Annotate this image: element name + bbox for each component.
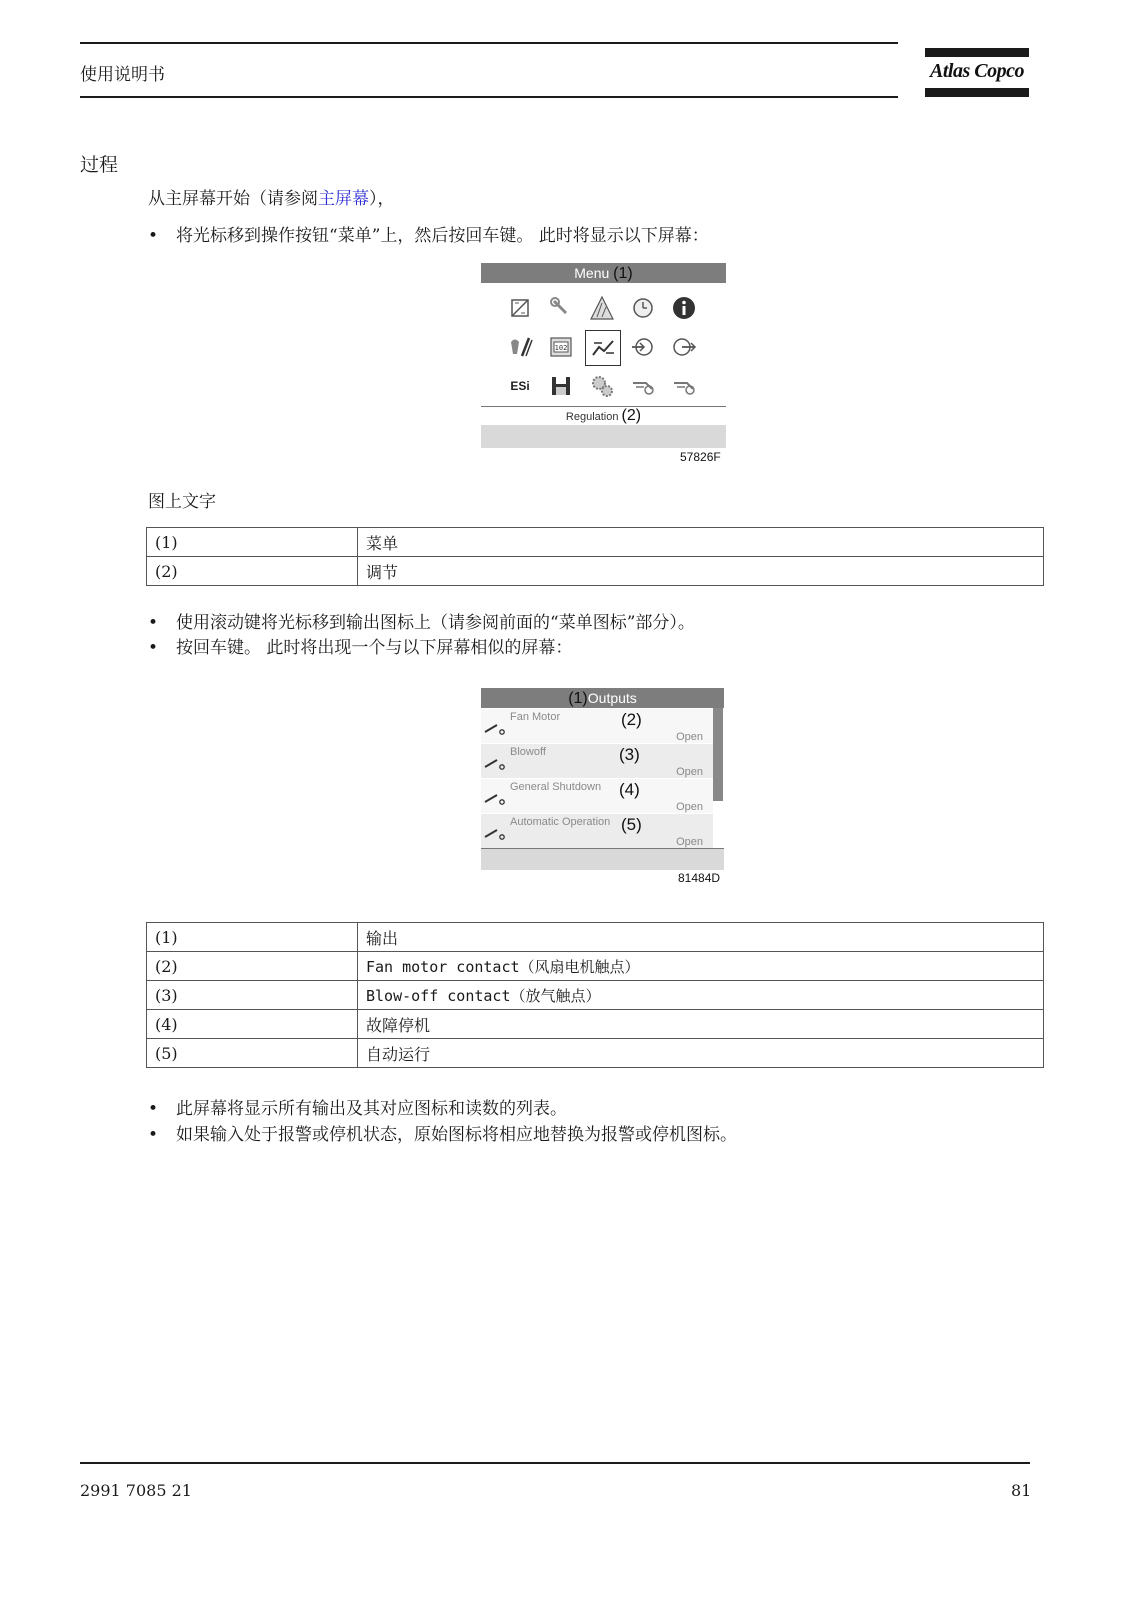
legend-key: (4) bbox=[147, 1010, 358, 1039]
legend-key: (3) bbox=[147, 981, 358, 1010]
output-callout: (2) bbox=[621, 710, 642, 729]
output-row[interactable] bbox=[481, 709, 713, 743]
intro-suffix: ）， bbox=[369, 189, 395, 209]
logo-text: Atlas Copco bbox=[930, 60, 1024, 82]
header-title: 使用说明书 bbox=[80, 65, 165, 85]
access-key-icon bbox=[626, 369, 660, 403]
legend-value: Blow-off contact（放气触点） bbox=[358, 981, 1044, 1010]
legend-key: (2) bbox=[147, 557, 358, 586]
table-row bbox=[147, 923, 1044, 952]
figure-1-id: 57826F bbox=[680, 450, 721, 464]
outputs-screen-bottom-bar bbox=[481, 849, 724, 870]
legend-value: 输出 bbox=[358, 923, 1044, 952]
table-row bbox=[147, 1010, 1044, 1039]
outputs-icon bbox=[667, 330, 701, 364]
bullet-marker: • bbox=[148, 1125, 159, 1145]
intro-prefix: 从主屏幕开始（请参阅 bbox=[148, 189, 318, 209]
settings-gears-icon bbox=[585, 369, 619, 403]
legend-table-1 bbox=[146, 527, 1044, 586]
outputs-header-label: Outputs bbox=[587, 690, 637, 706]
header-bottom-rule bbox=[80, 96, 898, 98]
bullet-marker: • bbox=[148, 1099, 159, 1119]
legend-table-2 bbox=[146, 922, 1044, 1068]
table-row bbox=[147, 557, 1044, 586]
bullet-text: 将光标移到操作按钮“菜单”上，然后按回车键。 此时将显示以下屏幕： bbox=[176, 226, 709, 246]
legend-key: (2) bbox=[147, 952, 358, 981]
svg-text:102: 102 bbox=[554, 344, 568, 352]
table-row bbox=[147, 1039, 1044, 1068]
legend-value: 调节 bbox=[358, 557, 1044, 586]
output-name: Automatic Operation bbox=[510, 816, 611, 828]
table-row bbox=[147, 952, 1044, 981]
legend-key: (1) bbox=[147, 528, 358, 557]
regulation-label: Regulation bbox=[565, 411, 619, 423]
menu-screen-figure bbox=[481, 263, 726, 448]
figure-2-id: 81484D bbox=[678, 871, 721, 885]
inputs-icon bbox=[626, 330, 660, 364]
output-status: Open bbox=[676, 836, 703, 848]
output-status: Open bbox=[676, 766, 703, 778]
data-icon bbox=[503, 291, 537, 325]
output-name: Blowoff bbox=[510, 746, 546, 758]
outputs-screen-figure bbox=[481, 688, 724, 870]
section-title: 过程 bbox=[80, 154, 119, 176]
output-status: Open bbox=[676, 801, 703, 813]
service-icon bbox=[503, 330, 537, 364]
outputs-screen-header bbox=[481, 688, 724, 708]
menu-header-callout: (1) bbox=[613, 265, 633, 282]
event-history-icon bbox=[585, 291, 619, 325]
output-row[interactable] bbox=[481, 779, 713, 813]
regulation-icon bbox=[585, 330, 621, 366]
table-row bbox=[147, 981, 1044, 1010]
output-name: Fan Motor bbox=[510, 711, 561, 723]
bullet-item bbox=[148, 608, 695, 633]
bullet-text: 如果输入处于报警或停机状态，原始图标将相应地替换为报警或停机图标。 bbox=[176, 1125, 737, 1145]
bullet-text: 按回车键。 此时将出现一个与以下屏幕相似的屏幕： bbox=[176, 638, 573, 658]
menu-screen-bottom-bar bbox=[481, 425, 726, 448]
legend-value: Fan motor contact（风扇电机触点） bbox=[358, 952, 1044, 981]
output-row[interactable] bbox=[481, 744, 713, 778]
table-row bbox=[147, 528, 1044, 557]
header-top-rule bbox=[80, 42, 898, 44]
menu-screen-status bbox=[481, 407, 726, 425]
legend-key: (1) bbox=[147, 923, 358, 952]
menu-header-label: Menu bbox=[574, 265, 610, 281]
counter-icon bbox=[544, 330, 578, 364]
output-name: General Shutdown bbox=[510, 781, 602, 793]
document-number: 2991 7085 21 bbox=[80, 1481, 192, 1500]
atlas-copco-logo bbox=[925, 48, 1029, 98]
access-key-icon bbox=[667, 369, 701, 403]
save-icon bbox=[544, 369, 578, 403]
info-icon bbox=[667, 291, 701, 325]
legend-key: (5) bbox=[147, 1039, 358, 1068]
bullet-item bbox=[148, 633, 572, 658]
switch-contact-icon bbox=[484, 721, 506, 735]
bullet-item bbox=[148, 221, 709, 246]
legend-value: 故障停机 bbox=[358, 1010, 1044, 1039]
regulation-callout: (2) bbox=[621, 407, 642, 424]
switch-contact-icon bbox=[484, 756, 506, 770]
wrench-icon bbox=[544, 291, 578, 325]
output-callout: (5) bbox=[621, 815, 642, 834]
output-callout: (3) bbox=[619, 745, 640, 764]
bullet-text: 此屏幕将显示所有输出及其对应图标和读数的列表。 bbox=[176, 1099, 567, 1119]
output-callout: (4) bbox=[619, 780, 640, 799]
legend-value: 菜单 bbox=[358, 528, 1044, 557]
footer-rule bbox=[80, 1462, 1030, 1464]
legend-caption: 图上文字 bbox=[148, 492, 216, 512]
bullet-item bbox=[148, 1120, 737, 1145]
esi-label: ESi bbox=[510, 379, 530, 393]
main-screen-link[interactable]: 主屏幕 bbox=[318, 189, 369, 209]
bullet-marker: • bbox=[148, 638, 159, 658]
switch-contact-icon bbox=[484, 791, 506, 805]
esi-icon bbox=[503, 369, 537, 403]
bullet-marker: • bbox=[148, 226, 159, 246]
output-status: Open bbox=[676, 731, 703, 743]
outputs-scrollbar[interactable] bbox=[713, 708, 723, 801]
switch-contact-icon bbox=[484, 826, 506, 840]
output-row[interactable] bbox=[481, 814, 713, 848]
intro-paragraph bbox=[148, 184, 395, 209]
timer-icon bbox=[626, 291, 660, 325]
bullet-marker: • bbox=[148, 613, 159, 633]
menu-screen-header bbox=[481, 263, 726, 283]
outputs-header-callout: (1) bbox=[568, 690, 588, 707]
bullet-text: 使用滚动键将光标移到输出图标上（请参阅前面的“菜单图标”部分）。 bbox=[176, 613, 695, 633]
bullet-item bbox=[148, 1094, 567, 1119]
legend-value: 自动运行 bbox=[358, 1039, 1044, 1068]
page-number: 81 bbox=[1011, 1481, 1032, 1500]
